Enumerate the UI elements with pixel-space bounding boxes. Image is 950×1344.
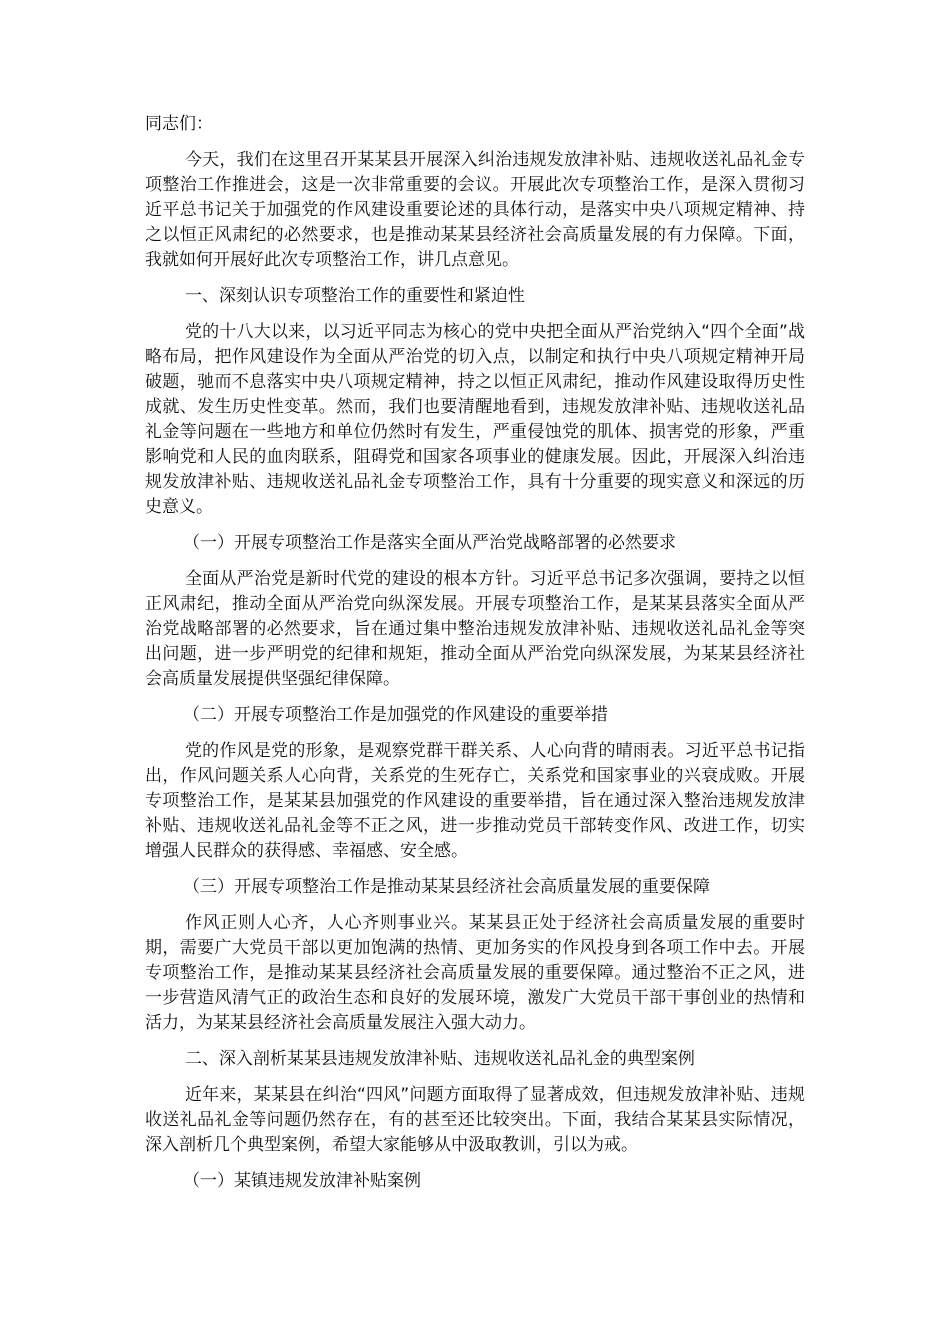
section-heading: 二、深入剖析某某县违规发放津补贴、违规收送礼品礼金的典型案例 xyxy=(184,1049,695,1069)
subsection-heading: （一）某镇违规发放津补贴案例 xyxy=(183,1171,421,1191)
body-paragraph: 近年来，某某县在纠治“四风”问题方面取得了显著成效，但违规发放津补贴、违规收送礼品礼金等问题仍然存在，有的甚至还比较突出。下面，我结合某某县实际情况，深入剖析几个典型案例，希望大家能够从中汲取教训，引以为戒。 xyxy=(145,1085,805,1155)
body-paragraph: 今天，我们在这里召开某某县开展深入纠治违规发放津补贴、违规收送礼品礼金专项整治工作推进会，这是一次非常重要的会议。开展此次专项整治工作，是深入贯彻习近平总书记关于加强党的作风建设重要论述的具体行动，是落实中央八项规定精神、持之以恒正风肃纪的必然要求，也是推动某某县经济社会高质量发展的有力保障。下面，我就如何开展好此次专项整治工作，讲几点意见。 xyxy=(145,150,805,270)
body-paragraph: 党的十八大以来，以习近平同志为核心的党中央把全面从严治党纳入“四个全面”战略布局，把作风建设作为全面从严治党的切入点，以制定和执行中央八项规定精神开局破题，驰而不息落实中央八项规定精神，持之以恒正风肃纪，推动作风建设取得历史性成就、发生历史性变革。然而，我们也要清醒地看到，违规发放津补贴、违规收送礼品礼金等问题在一些地方和单位仍然时有发生，严重侵蚀党的肌体、损害党的形象，严重影响党和人民的血肉联系，阻碍党和国家各项事业的健康发展。因此，开展深入纠治违规发放津补贴、违规收送礼品礼金专项整治工作，具有十分重要的现实意义和深远的历史意义。 xyxy=(145,322,805,517)
section-heading: 一、深刻认识专项整治工作的重要性和紧迫性 xyxy=(184,286,525,306)
subsection-heading: （二）开展专项整治工作是加强党的作风建设的重要举措 xyxy=(183,705,608,725)
greeting: 同志们： xyxy=(145,114,213,134)
subsection-heading: （三）开展专项整治工作是推动某某县经济社会高质量发展的重要保障 xyxy=(183,877,710,897)
document-page xyxy=(145,112,805,1205)
body-paragraph: 党的作风是党的形象，是观察党群干群关系、人心向背的晴雨表。习近平总书记指出，作风问题关系人心向背，关系党的生死存亡，关系党和国家事业的兴衰成败。开展专项整治工作，是某某县加强党的作风建设的重要举措，旨在通过深入整治违规发放津补贴、违规收送礼品礼金等不正之风，进一步推动党员干部转变作风、改进工作，切实增强人民群众的获得感、幸福感、安全感。 xyxy=(145,741,805,861)
subsection-heading: （一）开展专项整治工作是落实全面从严治党战略部署的必然要求 xyxy=(183,533,676,553)
body-paragraph: 全面从严治党是新时代党的建设的根本方针。习近平总书记多次强调，要持之以恒正风肃纪，推动全面从严治党向纵深发展。开展专项整治工作，是某某县落实全面从严治党战略部署的必然要求，旨在通过集中整治违规发放津补贴、违规收送礼品礼金等突出问题，进一步严明党的纪律和规矩，推动全面从严治党向纵深发展，为某某县经济社会高质量发展提供坚强纪律保障。 xyxy=(145,569,805,689)
body-paragraph: 作风正则人心齐，人心齐则事业兴。某某县正处于经济社会高质量发展的重要时期，需要广大党员干部以更加饱满的热情、更加务实的作风投身到各项工作中去。开展专项整治工作，是推动某某县经济社会高质量发展的重要保障。通过整治不正之风，进一步营造风清气正的政治生态和良好的发展环境，激发广大党员干部干事创业的热情和活力，为某某县经济社会高质量发展注入强大动力。 xyxy=(145,913,805,1033)
